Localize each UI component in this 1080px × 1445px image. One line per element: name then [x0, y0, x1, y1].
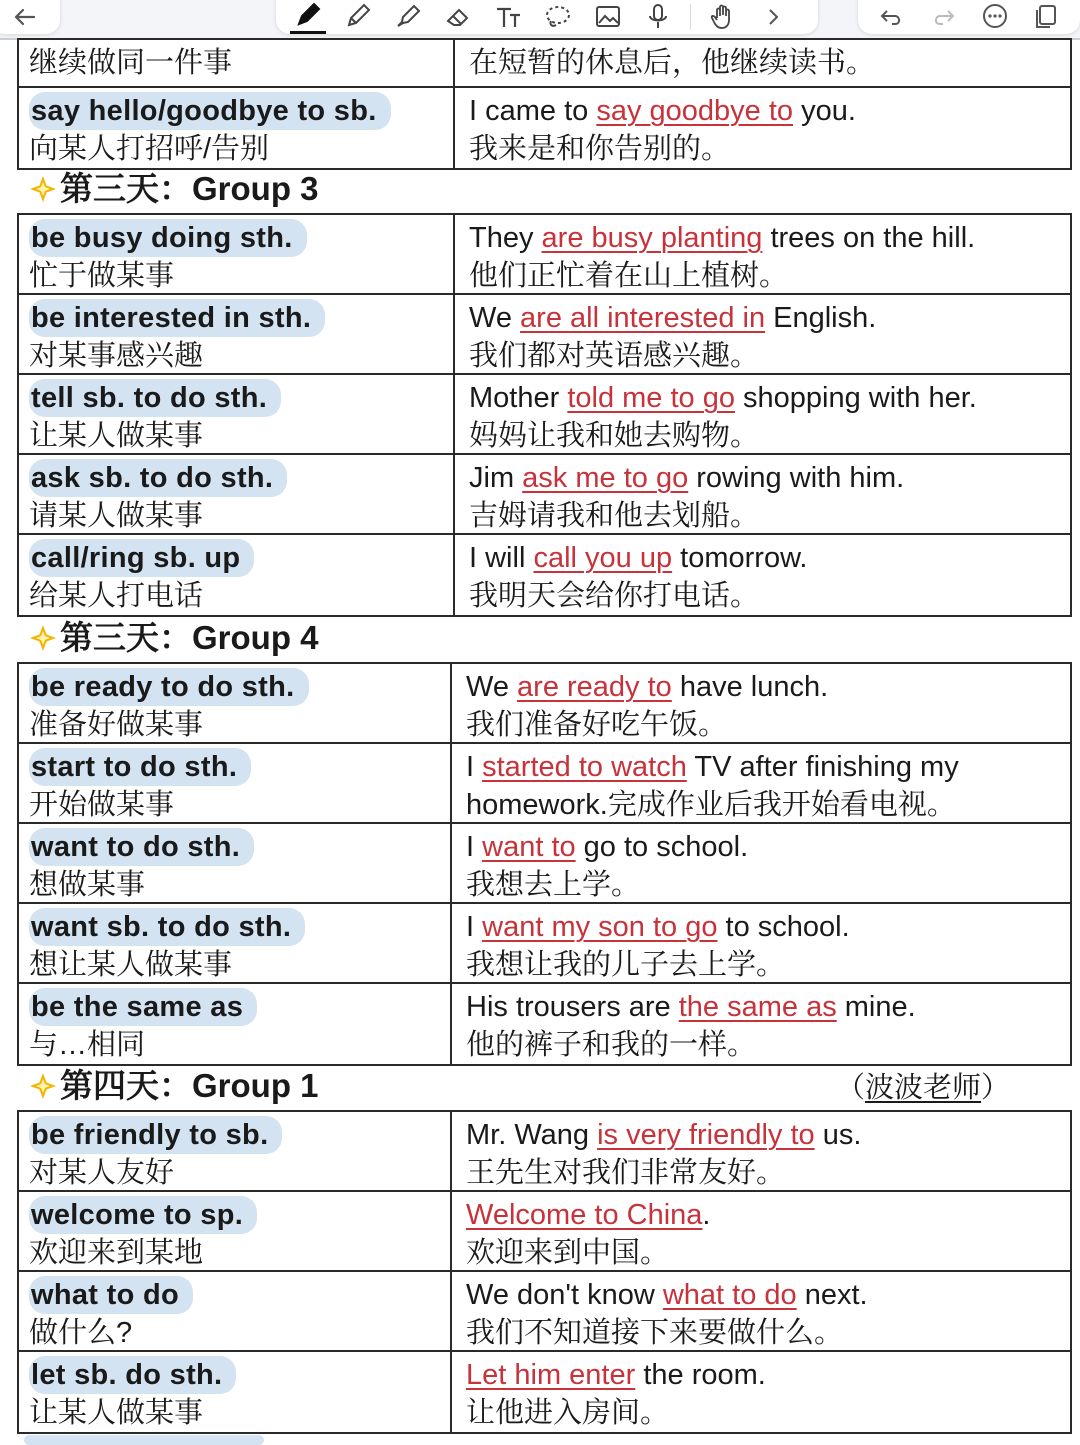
example-sentence-line [469, 539, 1070, 577]
example-sentence-line [466, 1026, 1070, 1064]
undo-icon[interactable] [874, 2, 910, 32]
phrase-highlight: be busy doing sth. [29, 219, 307, 257]
text-tool-icon[interactable] [490, 2, 526, 32]
example-cell [452, 1112, 1070, 1190]
chinese-meaning: 向某人打招呼/告别 [29, 133, 270, 165]
phrase-cell [19, 455, 455, 533]
phrase-cell [19, 1112, 452, 1190]
sentence-text: homework.完成作业后我开始看电视。 [466, 789, 956, 821]
key-phrase-underlined: are all interested in [520, 302, 766, 334]
chinese-meaning: 让某人做某事 [29, 1397, 204, 1429]
sentence-text: you. [793, 95, 856, 127]
table-row [19, 88, 1070, 168]
phrase-cell [19, 295, 455, 373]
chinese-meaning: 忙于做某事 [29, 260, 175, 292]
chinese-meaning: 继续做同一件事 [29, 47, 233, 79]
phrase-cell [19, 744, 452, 822]
sentence-text: 欢迎来到中国。 [466, 1237, 670, 1269]
table-row [19, 1352, 1070, 1432]
phrase-highlight: start to do sth. [29, 748, 251, 786]
phrase-highlight: be the same as [29, 988, 257, 1026]
phrase-cell [19, 1352, 452, 1432]
example-cell [452, 1192, 1070, 1270]
english-phrase [29, 459, 453, 497]
phrase-cell [19, 215, 455, 293]
key-phrase-underlined: is very friendly to [597, 1119, 815, 1151]
pencil-icon[interactable] [340, 2, 376, 32]
example-sentence-line [469, 337, 1070, 375]
example-cell [455, 455, 1070, 533]
phrase-cell [19, 984, 452, 1064]
example-cell [455, 535, 1070, 615]
key-phrase-underlined: started to watch [482, 751, 687, 783]
phrase-highlight: call/ring sb. up [29, 539, 254, 577]
sentence-text: trees on the hill. [762, 222, 976, 254]
sentence-text: I will [469, 542, 534, 574]
sentence-text: shopping with her. [734, 382, 977, 414]
phrase-cell [19, 824, 452, 902]
key-phrase-underlined: say goodbye to [596, 95, 794, 127]
key-phrase-underlined: what to do [662, 1279, 797, 1311]
example-sentence-line [466, 946, 1070, 984]
phrase-cell [19, 535, 455, 615]
sentence-text: English. [765, 302, 877, 334]
sentence-text: We [466, 671, 518, 703]
english-phrase [29, 668, 450, 706]
english-phrase [29, 908, 450, 946]
key-phrase-underlined: ask me to go [522, 462, 689, 494]
phrase-table-day4-group1 [17, 1110, 1072, 1434]
english-phrase [29, 379, 453, 417]
chinese-meaning: 做什么? [29, 1317, 133, 1349]
sentence-text: go to school. [575, 831, 749, 863]
sentence-text: I came to [469, 95, 597, 127]
chinese-meaning: 给某人打电话 [29, 580, 204, 612]
key-phrase-underlined: are busy planting [541, 222, 763, 254]
chevron-right-icon[interactable] [755, 2, 791, 32]
example-sentence-line [469, 379, 1070, 417]
example-sentence-line [466, 828, 1070, 866]
english-phrase [29, 748, 450, 786]
sentence-text: 在短暂的休息后，他继续读书。 [469, 47, 876, 79]
example-sentence-line [469, 92, 1070, 130]
sentence-text: They [469, 222, 542, 254]
toolbar-right-group [858, 0, 1080, 34]
pen-icon[interactable] [290, 1, 326, 34]
english-phrase [29, 1356, 450, 1394]
sentence-text: rowing with him. [688, 462, 905, 494]
sentence-text: 我来是和你告别的。 [469, 133, 731, 165]
key-phrase-underlined: want to [482, 831, 576, 863]
sentence-text: Mr. Wang [466, 1119, 598, 1151]
table-row [19, 295, 1070, 375]
table-row [19, 215, 1070, 295]
back-arrow-icon[interactable] [7, 2, 43, 32]
sentence-text: We [469, 302, 521, 334]
key-phrase-underlined: the same as [678, 991, 837, 1023]
phrase-cell [19, 40, 455, 86]
table-row [19, 1272, 1070, 1352]
sentence-text: to school. [717, 911, 850, 943]
example-sentence-line [466, 1154, 1070, 1192]
english-phrase [29, 539, 453, 577]
sentence-text: . [702, 1199, 711, 1231]
example-sentence-line [466, 786, 1070, 824]
example-sentence-line [469, 497, 1070, 535]
example-cell [452, 984, 1070, 1064]
phrase-highlight: tell sb. to do sth. [29, 379, 281, 417]
sentence-text: us. [814, 1119, 862, 1151]
chinese-meaning: 请某人做某事 [29, 500, 204, 532]
sentence-text: 王先生对我们非常友好。 [466, 1157, 786, 1189]
phrase-table-day3-group4 [17, 662, 1072, 1066]
sentence-text: 我们准备好吃午饭。 [466, 709, 728, 741]
phrase-cell [19, 1272, 452, 1350]
phrase-cell [19, 375, 455, 453]
next-phrase-highlight [24, 1435, 264, 1445]
lasso-icon[interactable] [540, 2, 576, 32]
example-cell [452, 664, 1070, 742]
sentence-text: mine. [836, 991, 916, 1023]
sparkle-star-icon [28, 623, 58, 653]
english-phrase [29, 219, 453, 257]
section-heading-day3-group3: 第三天：Group 3 [28, 169, 319, 209]
chinese-meaning: 想做某事 [29, 869, 146, 901]
sentence-text: 我们不知道接下来要做什么。 [466, 1317, 844, 1349]
sparkle-star-icon [28, 174, 58, 204]
sentence-text: have lunch. [671, 671, 829, 703]
phrase-cell [19, 664, 452, 742]
table-row [19, 455, 1070, 535]
toolbar-divider [690, 4, 691, 30]
table-row [19, 984, 1070, 1064]
chinese-meaning: 想让某人做某事 [29, 949, 233, 981]
phrase-highlight: be interested in sth. [29, 299, 325, 337]
highlighter-icon[interactable] [390, 2, 426, 32]
example-sentence-line [466, 1394, 1070, 1432]
key-phrase-underlined: told me to go [567, 382, 735, 414]
hand-icon[interactable] [705, 2, 741, 32]
phrase-cell [19, 88, 455, 168]
example-sentence-line [466, 748, 1070, 786]
example-cell [455, 375, 1070, 453]
phrase-cell [19, 904, 452, 982]
sentence-text: I [466, 751, 483, 783]
sentence-text: the room. [635, 1359, 766, 1391]
example-sentence-line [466, 866, 1070, 904]
table-row [19, 664, 1070, 744]
example-sentence-line [469, 219, 1070, 257]
phrase-highlight: ask sb. to do sth. [29, 459, 287, 497]
sentence-text: next. [796, 1279, 868, 1311]
phrase-highlight: want sb. to do sth. [29, 908, 305, 946]
example-sentence-line [469, 417, 1070, 455]
phrase-highlight: what to do [29, 1276, 193, 1314]
example-sentence-line [466, 908, 1070, 946]
chinese-meaning: 让某人做某事 [29, 420, 204, 452]
microphone-icon[interactable] [640, 2, 676, 32]
key-phrase-underlined: Welcome to China [466, 1199, 703, 1231]
sentence-text: 让他进入房间。 [466, 1397, 670, 1429]
table-row [19, 1112, 1070, 1192]
sentence-text: I [466, 911, 483, 943]
example-sentence-line [469, 44, 1070, 82]
example-cell [452, 1352, 1070, 1432]
example-sentence-line [466, 1196, 1070, 1234]
table-row [19, 1192, 1070, 1272]
english-phrase [29, 1116, 450, 1154]
example-cell [452, 744, 1070, 822]
chinese-meaning: 准备好做某事 [29, 709, 204, 741]
key-phrase-underlined: call you up [533, 542, 673, 574]
sentence-text: 我想去上学。 [466, 869, 641, 901]
chinese-meaning: 对某事感兴趣 [29, 340, 204, 372]
example-sentence-line [466, 1356, 1070, 1394]
phrase-cell [19, 1192, 452, 1270]
example-cell [455, 215, 1070, 293]
key-phrase-underlined: are ready to [517, 671, 672, 703]
pages-icon[interactable] [1028, 2, 1064, 32]
phrase-highlight: say hello/goodbye to sb. [29, 92, 391, 130]
phrase-table-day2 [17, 38, 1072, 170]
sentence-text: His trousers are [466, 991, 679, 1023]
table-row [19, 824, 1070, 904]
example-sentence-line [466, 1276, 1070, 1314]
example-sentence-line [466, 706, 1070, 744]
example-sentence-line [466, 1116, 1070, 1154]
phrase-highlight: be ready to do sth. [29, 668, 309, 706]
teacher-credit: （波波老师） [836, 1072, 1011, 1104]
english-phrase [29, 988, 450, 1026]
table-row [19, 40, 1070, 88]
more-icon[interactable] [977, 2, 1013, 32]
image-icon[interactable] [590, 2, 626, 32]
chinese-meaning: 开始做某事 [29, 789, 175, 821]
sentence-text: tomorrow. [672, 542, 808, 574]
example-sentence-line [469, 299, 1070, 337]
example-sentence-line [469, 130, 1070, 168]
chinese-meaning: 与…相同 [29, 1029, 146, 1061]
example-cell [455, 88, 1070, 168]
teacher-name: 波波老师 [865, 1072, 982, 1104]
phrase-table-day3-group3 [17, 213, 1072, 617]
english-phrase [29, 1196, 450, 1234]
sentence-text: Jim [469, 462, 523, 494]
example-sentence-line [469, 459, 1070, 497]
sentence-text: We don't know [466, 1279, 663, 1311]
english-phrase [29, 1276, 450, 1314]
key-phrase-underlined: want my son to go [482, 911, 718, 943]
phrase-highlight: welcome to sp. [29, 1196, 257, 1234]
example-cell [452, 1272, 1070, 1350]
sentence-text: Mother [469, 382, 568, 414]
sentence-text: 妈妈让我和她去购物。 [469, 420, 760, 452]
table-row [19, 744, 1070, 824]
key-phrase-underlined: Let him enter [466, 1359, 636, 1391]
example-sentence-line [469, 577, 1070, 615]
sentence-text: 我们都对英语感兴趣。 [469, 340, 760, 372]
table-row [19, 904, 1070, 984]
sparkle-star-icon [28, 1071, 58, 1101]
example-sentence-line [466, 988, 1070, 1026]
sentence-text: 他的裤子和我的一样。 [466, 1029, 757, 1061]
section-heading-day4-group1: 第四天：Group 1 [28, 1066, 319, 1106]
phrase-highlight: let sb. do sth. [29, 1356, 236, 1394]
notes-toolbar [0, 0, 1080, 40]
example-sentence-line [469, 257, 1070, 295]
sentence-text: 他们正忙着在山上植树。 [469, 260, 789, 292]
redo-icon[interactable] [925, 2, 961, 32]
example-cell [452, 824, 1070, 902]
english-phrase [29, 828, 450, 866]
example-cell [455, 40, 1070, 86]
chinese-meaning: 欢迎来到某地 [29, 1237, 204, 1269]
example-sentence-line [466, 1314, 1070, 1352]
section-heading-day3-group4: 第三天：Group 4 [28, 618, 319, 658]
english-phrase [29, 92, 453, 130]
sentence-text: 我明天会给你打电话。 [469, 580, 760, 612]
example-sentence-line [466, 668, 1070, 706]
chinese-meaning: 对某人友好 [29, 1157, 175, 1189]
english-phrase [29, 299, 453, 337]
phrase-highlight: be friendly to sb. [29, 1116, 282, 1154]
table-row [19, 535, 1070, 615]
table-row [19, 375, 1070, 455]
example-sentence-line [466, 1234, 1070, 1272]
example-cell [455, 295, 1070, 373]
sentence-text: 我想让我的儿子去上学。 [466, 949, 786, 981]
toolbar-left-group [0, 0, 60, 34]
phrase-highlight: want to do sth. [29, 828, 254, 866]
toolbar-tools-group [276, 0, 818, 34]
eraser-icon[interactable] [440, 2, 476, 32]
sentence-text: 吉姆请我和他去划船。 [469, 500, 760, 532]
sentence-text: TV after finishing my [686, 751, 959, 783]
example-cell [452, 904, 1070, 982]
sentence-text: I [466, 831, 483, 863]
